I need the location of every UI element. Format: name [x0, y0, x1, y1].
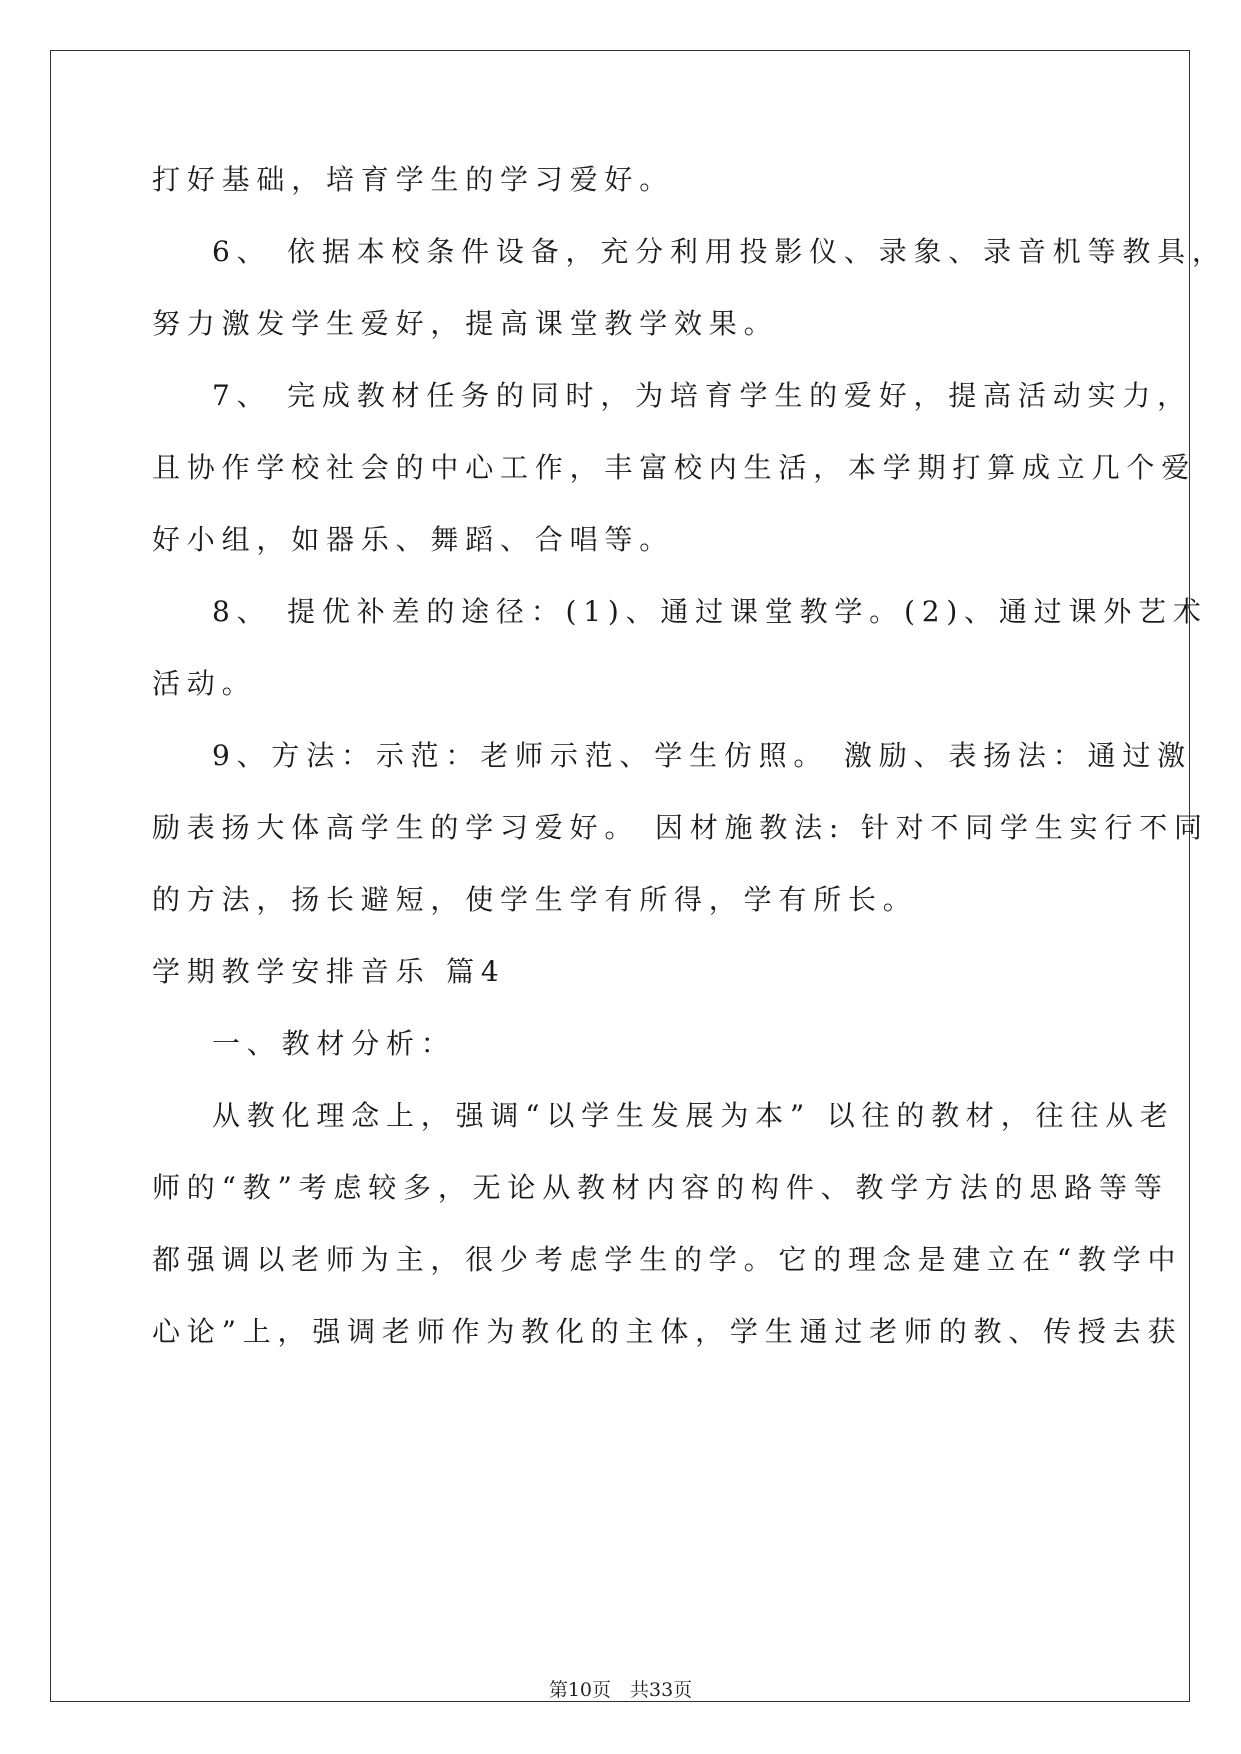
page-number: 第10页 共33页 — [548, 1679, 693, 1701]
text-line-5: 且协作学校社会的中心工作，丰富校内生活，本学期打算成立几个爱 — [152, 451, 1197, 484]
text-line-6: 好小组，如器乐、舞蹈、合唱等。 — [152, 523, 675, 556]
text-line-3: 努力激发学生爱好，提高课堂教学效果。 — [152, 307, 779, 340]
page-border — [50, 50, 1190, 1702]
page-footer — [0, 1678, 1241, 1702]
text-line-2: 6、 依据本校条件设备，充分利用投影仪、录象、录音机等教具， — [212, 235, 1227, 268]
text-line-16: 都强调以老师为主，很少考虑学生的学。它的理念是建立在“教学中 — [152, 1243, 1183, 1276]
section-heading: 学期教学安排音乐 篇4 — [152, 955, 506, 988]
text-line-17: 心论”上，强调老师作为教化的主体，学生通过老师的教、传授去获 — [152, 1315, 1183, 1348]
text-line-9: 9、方法：示范：老师示范、学生仿照。 激励、表扬法：通过激 — [212, 739, 1192, 772]
text-line-15: 师的“教”考虑较多，无论从教材内容的构件、教学方法的思路等等 — [152, 1171, 1169, 1204]
text-line-7: 8、 提优补差的途径：(1)、通过课堂教学。(2)、通过课外艺术 — [212, 595, 1208, 628]
text-line-4: 7、 完成教材任务的同时，为培育学生的爱好，提高活动实力， — [212, 379, 1192, 412]
text-line-8: 活动。 — [152, 667, 257, 700]
text-line-14: 从教化理念上，强调“以学生发展为本” 以往的教材，往往从老 — [212, 1099, 1175, 1132]
subsection-heading: 一、教材分析： — [212, 1027, 456, 1060]
text-line-10: 励表扬大体高学生的学习爱好。 因材施教法: 针对不同学生实行不同 — [152, 811, 1209, 844]
text-line-1: 打好基础，培育学生的学习爱好。 — [152, 163, 675, 196]
text-line-11: 的方法，扬长避短，使学生学有所得，学有所长。 — [152, 883, 918, 916]
